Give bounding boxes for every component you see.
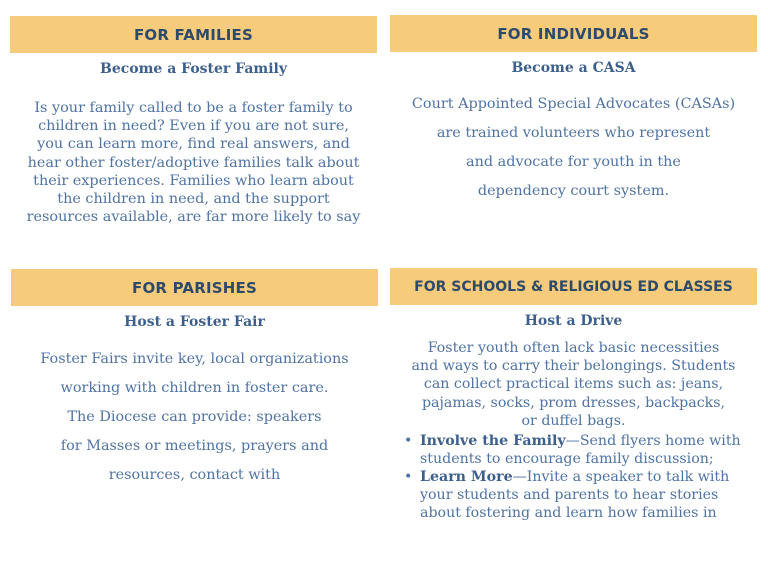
section-body [390, 90, 757, 206]
body-line: and advocate for youth in the [466, 154, 681, 170]
section-header: FOR INDIVIDUALS [390, 15, 757, 52]
section-families [10, 16, 377, 226]
section-individuals [390, 15, 757, 206]
body-line: for Masses or meetings, prayers and [60, 438, 329, 454]
body-line: dependency court system. [477, 183, 670, 199]
section-subtitle: Host a Foster Fair [124, 314, 265, 330]
body-line: are trained volunteers who represent [436, 125, 711, 141]
body-line: the children in need, and the support [57, 191, 330, 208]
section-schools [390, 268, 757, 522]
body-line: Is your family called to be a foster family to [34, 100, 353, 116]
section-body [10, 99, 377, 226]
body-line: resources available, are far more likely to say [26, 209, 361, 226]
body-line: and ways to carry their belongings. Students [411, 358, 736, 375]
section-header: FOR PARISHES [11, 269, 378, 306]
bullet-text: —Invite a speaker to talk with your students and parents to hear stories about fostering and learn how families in [420, 469, 730, 522]
body-line: Court Appointed Special Advocates (CASAs) [411, 96, 736, 112]
section-header: FOR FAMILIES [10, 16, 377, 53]
body-line: children in need? Even if you are not sure, [38, 118, 349, 135]
bullet-item [400, 468, 757, 522]
body-line: hear other foster/adoptive families talk about [27, 154, 360, 171]
section-body [11, 345, 378, 490]
body-line: or duffel bags. [521, 412, 626, 429]
body-line: working with children in foster care. [60, 380, 329, 396]
bullet-text: —Send flyers home with students to encourage family discussion; [420, 433, 741, 468]
section-parishes [11, 269, 378, 490]
bullet-title: Learn More [420, 469, 513, 486]
section-subtitle: Become a CASA [511, 60, 636, 76]
section-header: FOR SCHOOLS & RELIGIOUS ED CLASSES [390, 268, 757, 305]
body-line: their experiences. Families who learn about [33, 172, 354, 189]
body-line: Foster Fairs invite key, local organizations [40, 351, 349, 367]
section-subtitle: Become a Foster Family [100, 61, 287, 77]
bullet-item [400, 432, 757, 468]
body-line: Foster youth often lack basic necessities [427, 340, 720, 356]
body-line: can collect practical items such as: jeans, [423, 376, 724, 393]
body-line: The Diocese can provide: speakers [67, 409, 322, 425]
section-body [390, 339, 757, 430]
body-line: you can learn more, find real answers, and [37, 136, 350, 153]
bullet-icon: • [404, 433, 413, 450]
section-subtitle: Host a Drive [524, 313, 623, 329]
bullet-list [390, 432, 757, 522]
body-line: pajamas, socks, prom dresses, backpacks, [421, 394, 726, 411]
bullet-icon: • [404, 469, 413, 486]
bullet-title: Involve the Family [420, 433, 566, 450]
body-line: resources, contact with [108, 467, 281, 483]
